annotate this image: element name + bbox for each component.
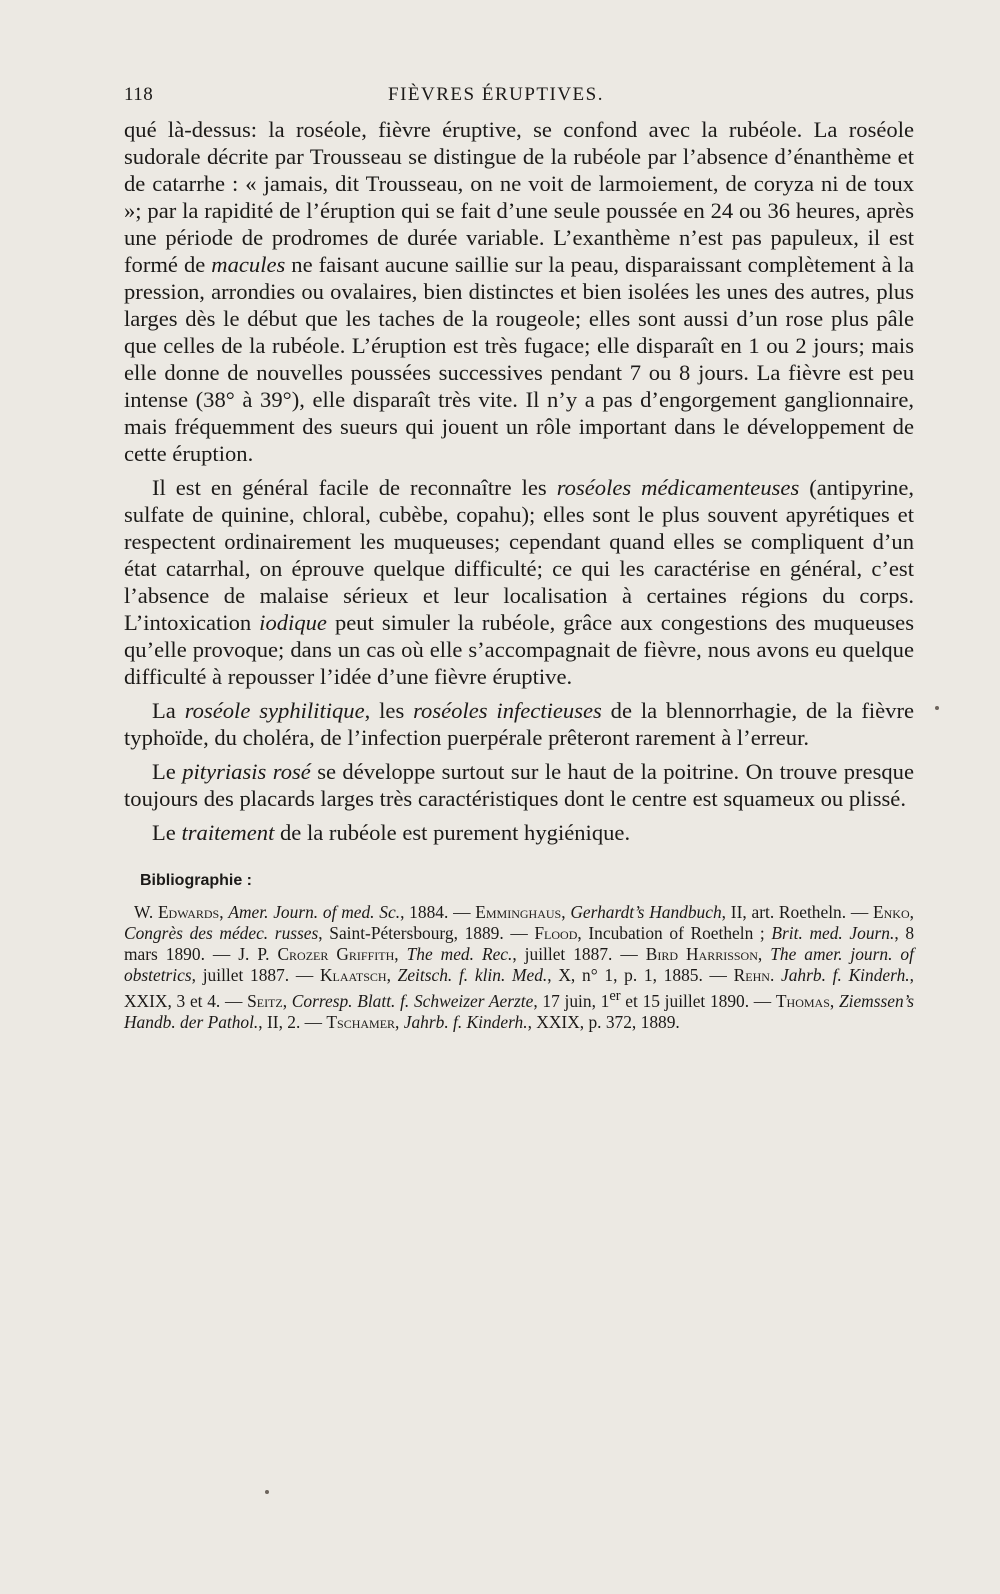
paragraph-roseole-syphilitique: La roséole syphilitique, les roséoles infectieuses de la blennorrhagie, de la fièvre typhoïde, du choléra, de l’infection puerpérale prêteront rarement à l’erreur. <box>124 698 914 750</box>
bibliography-heading: Bibliographie : <box>140 872 252 889</box>
paragraph-roseole-sudorale: qué là-dessus: la roséole, fièvre éruptive, se confond avec la rubéole. La roséole sudorale décrite par Trousseau se distingue de la rubéole par l’absence d’énanthème et de catarrhe : « jamais, dit Trousseau, on ne voit de larmoiement, de coryza ni de toux »; par la rapidité de l’éruption qui se fait d’une seule poussée en 24 ou 36 heures, après une période de prodromes de durée variable. L’exanthème n’est pas papuleux, il est formé de macules ne faisant aucune saillie sur la peau, disparaissant complètement à la pression, arrondies ou ovalaires, bien distinctes et bien isolées les unes des autres, plus larges dès le début que les taches de la rougeole; elles sont aussi d’un rose plus pâle que celles de la rubéole. L’éruption est très fugace; elle disparaît en 1 ou 2 jours; mais elle donne de nouvelles poussées successives pendant 7 ou 8 jours. La fièvre est peu intense (38° à 39°), elle disparaît très vite. Il n’y a pas d’engorgement ganglionnaire, mais fréquemment des sueurs qui jouent un rôle important dans le développement de cette éruption. <box>124 117 914 466</box>
paragraph-roseoles-medicamenteuses: Il est en général facile de reconnaître les roséoles médicamenteuses (antipyrine, sulfate de quinine, chloral, cubèbe, copahu); elles sont le plus souvent apyrétiques et respectent ordinairement les muqueuses; cependant quand elles se compliquent d’un état catarrhal, on éprouve quelque difficulté; ce qui les caractérise en général, c’est l’absence de malaise sérieux et leur localisation à certaines régions du corps. L’intoxication iodique peut simuler la rubéole, grâce aux congestions des muqueuses qu’elle provoque; dans un cas où elle s’accompagnait de fièvre, nous avons eu quelque difficulté à repousser l’idée d’une fièvre éruptive. <box>124 475 914 689</box>
paper-speck <box>935 706 939 710</box>
paragraph-pityriasis-rose: Le pityriasis rosé se développe surtout sur le haut de la poitrine. On trouve presque toujours des placards larges très caractéristiques dont le centre est squameux ou plissé. <box>124 759 914 811</box>
paragraph-traitement: Le traitement de la rubéole est purement hygiénique. <box>152 820 631 845</box>
running-header <box>124 84 868 114</box>
running-title: FIÈVRES ÉRUPTIVES. <box>388 84 604 105</box>
page-body <box>124 116 914 1033</box>
paper-speck <box>265 1490 269 1494</box>
page-number: 118 <box>124 84 154 105</box>
bibliography-references: W. Edwards, Amer. Journ. of med. Sc., 1884. — Emminghaus, Gerhardt’s Handbuch, II, art. Roetheln. — Enko, Congrès des médec. russes, Saint-Pétersbourg, 1889. — Flood, Incubation of Roetheln ; Brit. med. Journ., 8 mars 1890. — J. P. Crozer Griffith, The med. Rec., juillet 1887. — Bird Harrisson, The amer. journ. of obstetrics, juillet 1887. — Klaatsch, Zeitsch. f. klin. Med., X, n° 1, p. 1, 1885. — Rehn. Jahrb. f. Kinderh., XXIX, 3 et 4. — Seitz, Corresp. Blatt. f. Schweizer Aerzte, 17 juin, 1er et 15 juillet 1890. — Thomas, Ziemssen’s Handb. der Pathol., II, 2. — Tschamer, Jahrb. f. Kinderh., XXIX, p. 372, 1889. <box>124 902 915 1032</box>
